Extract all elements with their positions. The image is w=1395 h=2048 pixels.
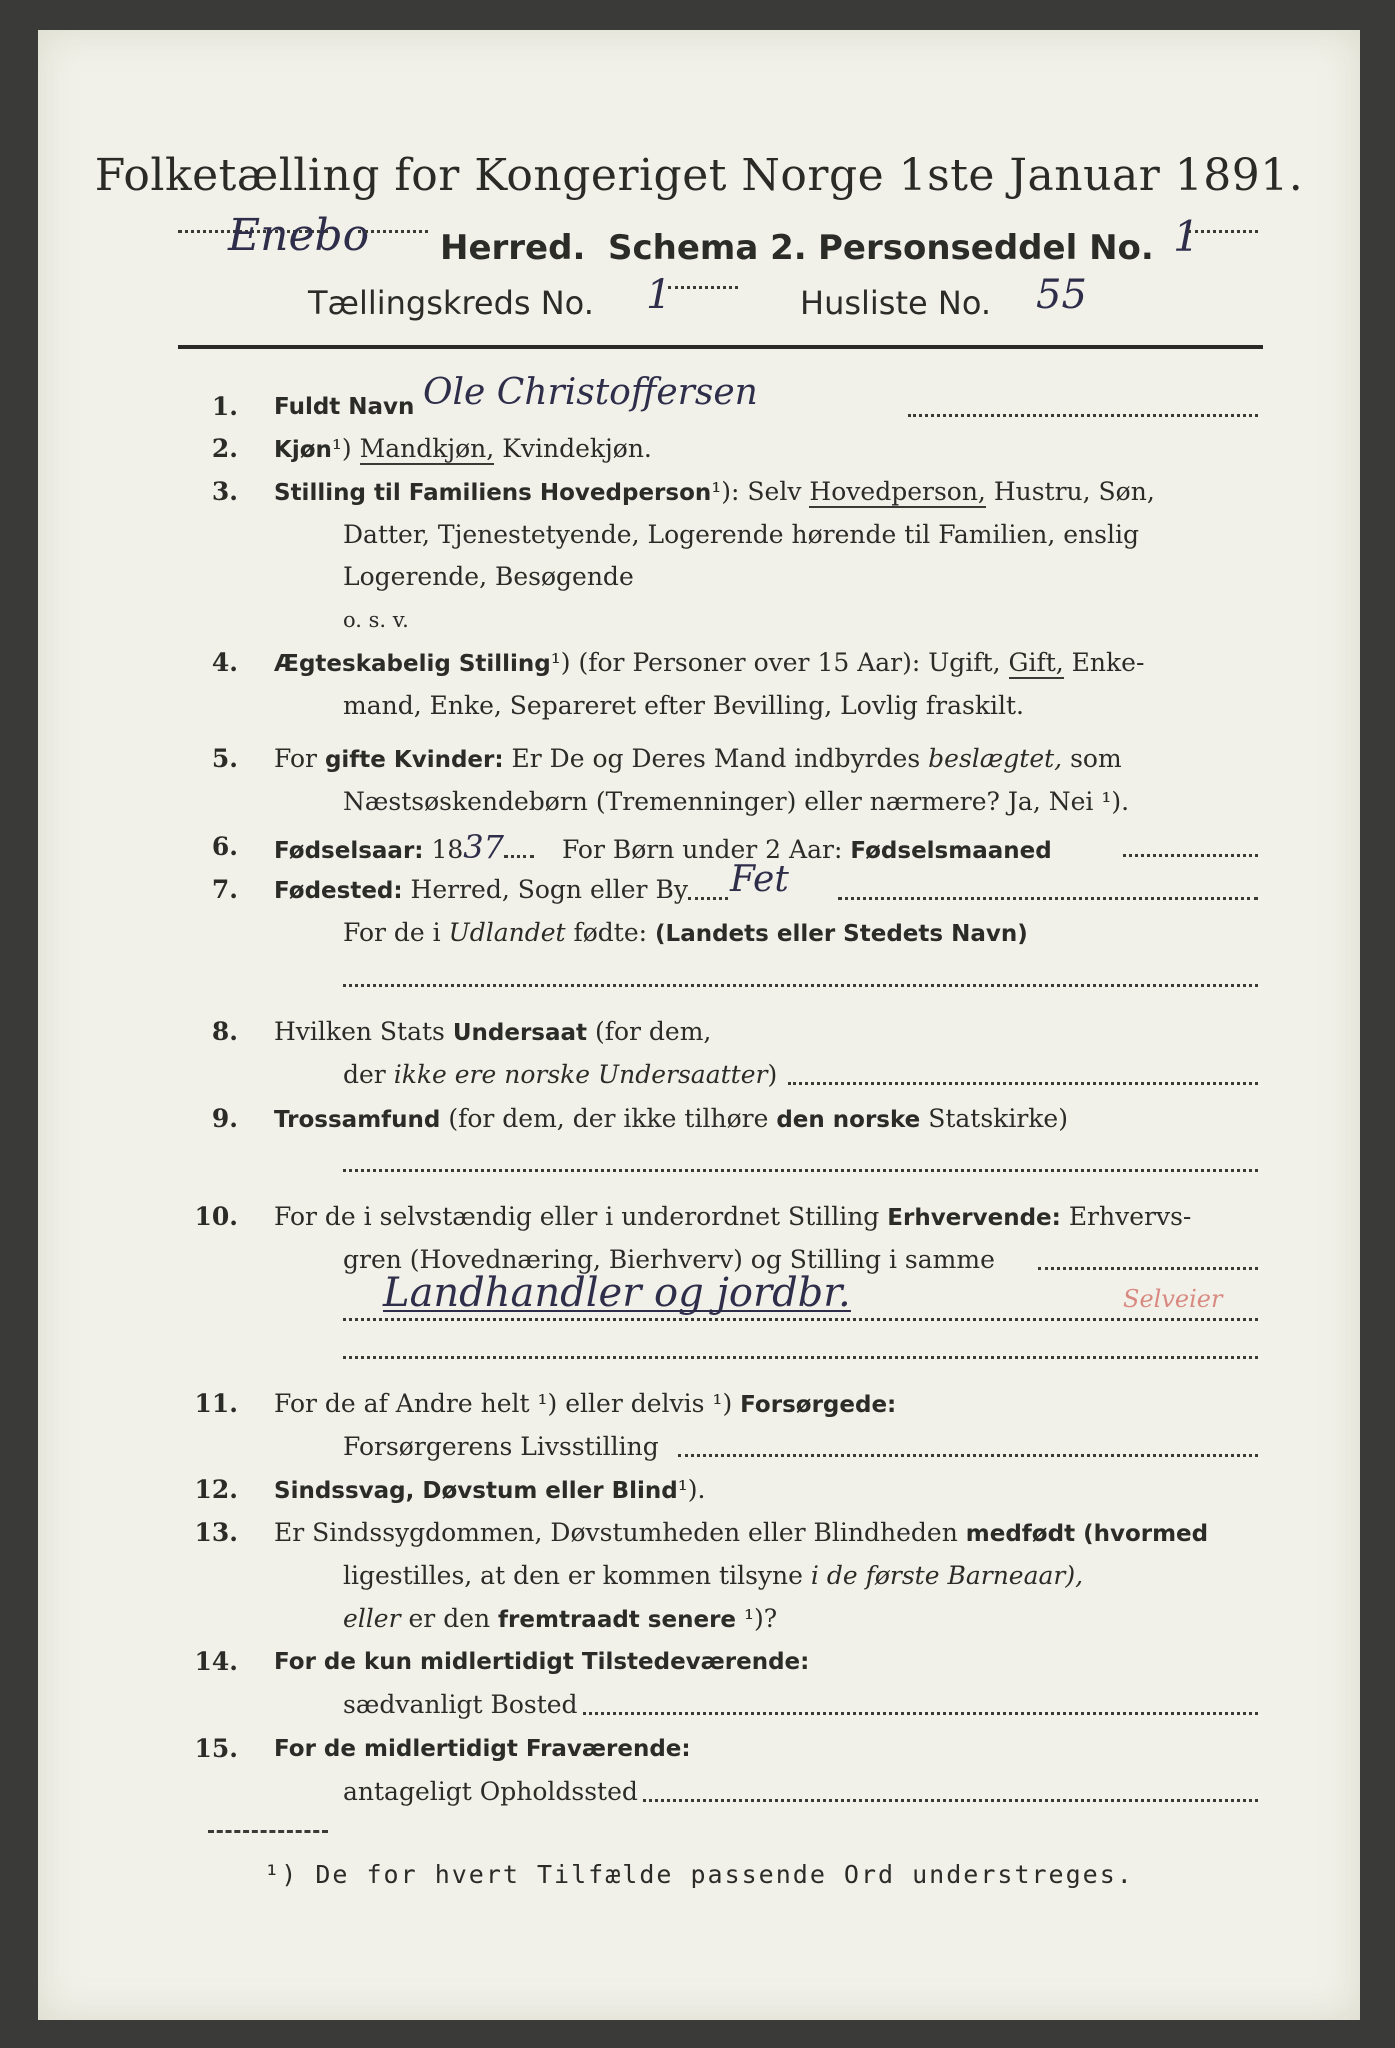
field-number: 14. bbox=[194, 1647, 238, 1676]
kreds-line bbox=[308, 272, 1208, 328]
field-text: (for dem, der ikke tilhøre bbox=[448, 1104, 769, 1133]
field-number: 6. bbox=[211, 832, 238, 861]
census-form-paper bbox=[38, 30, 1360, 2020]
herred-line bbox=[178, 210, 1258, 278]
field-label: Fuldt Navn bbox=[274, 394, 415, 420]
field-text: (for dem, bbox=[594, 1017, 712, 1046]
option-kvindekjon: Kvindekjøn. bbox=[502, 434, 652, 463]
field-text: fødte: bbox=[573, 918, 648, 947]
field-number: 7. bbox=[211, 875, 238, 904]
field-text: 18 bbox=[431, 835, 464, 864]
footnote-mark: ¹) bbox=[331, 434, 352, 463]
field-text: For de i bbox=[343, 918, 441, 947]
husliste-value: 55 bbox=[1036, 272, 1087, 318]
field-number: 4. bbox=[211, 648, 238, 677]
option-hustru-son: Hustru, Søn, bbox=[993, 477, 1155, 506]
field-text: Statskirke) bbox=[928, 1104, 1068, 1133]
field-text: eller bbox=[343, 1604, 401, 1633]
field-number: 15. bbox=[194, 1734, 238, 1763]
footnote-mark: ¹) bbox=[550, 648, 571, 677]
birth-year-value: 37 bbox=[463, 828, 504, 866]
field-label: Sindssvag, Døvstum eller Blind bbox=[274, 1478, 678, 1504]
field-number: 8. bbox=[211, 1017, 238, 1046]
field-text: Forsørgerens Livsstilling bbox=[343, 1432, 659, 1461]
field-text: For de i selvstændig eller i underordnet Stilling bbox=[274, 1202, 880, 1231]
field-text: Udlandet bbox=[448, 918, 566, 947]
field-text: For bbox=[274, 744, 317, 773]
field-label: Stilling til Familiens Hovedperson bbox=[274, 480, 712, 506]
field-text: beslægtet, bbox=[928, 744, 1063, 773]
option-selv: Selv bbox=[747, 477, 802, 506]
personseddel-value: 1 bbox=[1173, 212, 1200, 261]
field-text: i de første Barneaar), bbox=[810, 1561, 1084, 1590]
taellingskreds-value: 1 bbox=[646, 272, 672, 318]
occupation-value: Landhandler og jordbr. bbox=[383, 1270, 851, 1316]
field-label: Undersaat bbox=[452, 1020, 588, 1046]
footnote-separator bbox=[208, 1830, 328, 1833]
field-label: den norske bbox=[776, 1107, 921, 1133]
herred-value: Enebo bbox=[228, 210, 370, 261]
field-text: Hvilken Stats bbox=[274, 1017, 445, 1046]
field-number: 11. bbox=[194, 1389, 238, 1418]
field-number: 12. bbox=[194, 1475, 238, 1504]
field-label: For de kun midlertidigt Tilstedeværende: bbox=[274, 1649, 810, 1675]
field-text: Enke- bbox=[1071, 648, 1145, 677]
field-label: Fødested: bbox=[274, 878, 403, 904]
footnote-mark: ¹): bbox=[711, 477, 740, 506]
field-text: som bbox=[1070, 744, 1122, 773]
field-label: fremtraadt senere bbox=[498, 1607, 737, 1633]
occupation-annotation: Selveier bbox=[1123, 1285, 1223, 1313]
field-label: Fødselsmaaned bbox=[850, 838, 1052, 864]
full-name-value: Ole Christoffersen bbox=[423, 372, 758, 413]
form-title: Folketælling for Kongeriget Norge 1ste Januar 1891. bbox=[94, 150, 1304, 201]
husliste-label: Husliste No. bbox=[800, 284, 991, 322]
schema-label: Schema 2. bbox=[608, 228, 807, 268]
field-text: gren (Hovednæring, Bierhverv) og Stilling i samme bbox=[343, 1245, 995, 1274]
option-gift-underlined: Gift, bbox=[1008, 648, 1064, 677]
field-label: For de midlertidigt Fraværende: bbox=[274, 1736, 691, 1762]
footnote: ¹) De for hvert Tilfælde passende Ord understreges. bbox=[264, 1860, 1134, 1889]
field-number: 13. bbox=[194, 1518, 238, 1547]
option-mandkjon-underlined: Mandkjøn, bbox=[359, 434, 495, 463]
field-text: For Børn under 2 Aar: bbox=[561, 835, 843, 864]
taellingskreds-label: Tællingskreds No. bbox=[308, 284, 594, 322]
field-text: sædvanligt Bosted bbox=[343, 1690, 578, 1719]
field-number: 2. bbox=[211, 434, 238, 463]
field-text: ikke ere norske Undersaatter bbox=[393, 1060, 768, 1089]
footnote-mark: ¹). bbox=[677, 1475, 706, 1504]
field-label: medfødt (hvormed bbox=[965, 1521, 1209, 1547]
field-text: Erhvervs- bbox=[1068, 1202, 1192, 1231]
herred-label: Herred. bbox=[440, 228, 586, 268]
field-number: 3. bbox=[211, 477, 238, 506]
field-text: ligestilles, at den er kommen tilsyne bbox=[343, 1561, 803, 1590]
field-label: (Landets eller Stedets Navn) bbox=[655, 921, 1028, 947]
field-text: ¹)? bbox=[743, 1604, 778, 1633]
field-text: o. s. v. bbox=[343, 608, 409, 632]
field-number: 1. bbox=[211, 392, 238, 421]
field-label: Ægteskabelig Stilling bbox=[274, 651, 551, 677]
field-label: Fødselsaar: bbox=[274, 838, 424, 864]
field-label: Trossamfund bbox=[274, 1107, 441, 1133]
field-text: Næstsøskendebørn (Tremenninger) eller nærmere? Ja, Nei ¹). bbox=[343, 787, 1130, 816]
field-text: (for Personer over 15 Aar): Ugift, bbox=[578, 648, 1001, 677]
header-rule bbox=[178, 345, 1263, 349]
field-text: Datter, Tjenestetyende, Logerende hørende til Familien, enslig bbox=[343, 520, 1140, 549]
field-number: 5. bbox=[211, 744, 238, 773]
field-text: mand, Enke, Separeret efter Bevilling, Lovlig fraskilt. bbox=[343, 691, 1024, 720]
field-text: er den bbox=[408, 1604, 491, 1633]
birthplace-value: Fet bbox=[730, 859, 789, 900]
field-text: For de af Andre helt bbox=[274, 1389, 530, 1418]
field-text: Logerende, Besøgende bbox=[343, 562, 634, 591]
field-label: Erhvervende: bbox=[887, 1205, 1061, 1231]
field-text: ¹) eller delvis ¹) bbox=[537, 1389, 733, 1418]
field-number: 9. bbox=[211, 1104, 238, 1133]
field-number: 10. bbox=[194, 1202, 238, 1231]
field-text: Er De og Deres Mand indbyrdes bbox=[511, 744, 921, 773]
field-label: Kjøn bbox=[274, 437, 332, 463]
field-text: Er Sindssygdommen, Døvstumheden eller Blindheden bbox=[274, 1518, 958, 1547]
field-text: der bbox=[343, 1060, 386, 1089]
field-text: ) bbox=[767, 1060, 778, 1089]
field-label: Forsørgede: bbox=[740, 1392, 897, 1418]
personseddel-label: Personseddel No. bbox=[818, 228, 1154, 268]
field-label: gifte Kvinder: bbox=[324, 747, 504, 773]
option-hovedperson-underlined: Hovedperson, bbox=[809, 477, 986, 506]
field-text: antageligt Opholdssted bbox=[343, 1777, 638, 1806]
field-text: Herred, Sogn eller By bbox=[410, 875, 688, 904]
